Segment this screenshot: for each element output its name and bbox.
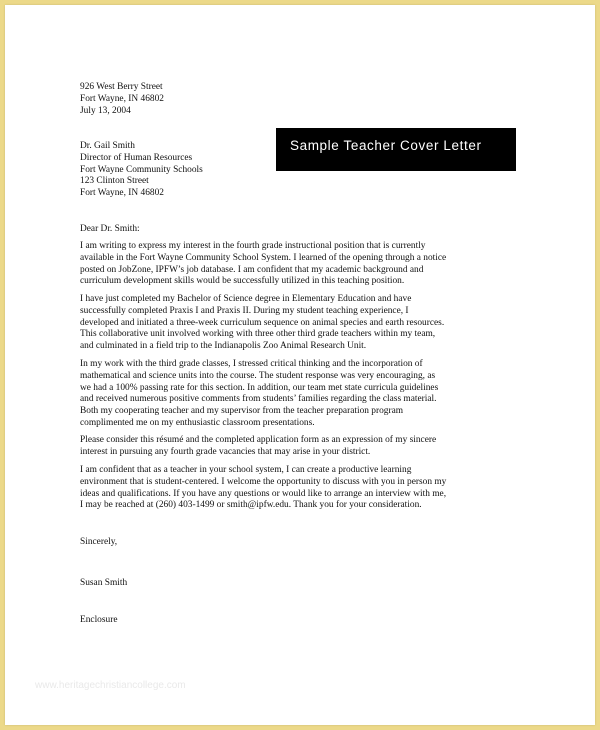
paragraph-line: I am writing to express my interest in the fourth grade instructional position that is currently xyxy=(80,241,426,251)
signature-name: Susan Smith xyxy=(80,578,128,588)
sender-line: July 13, 2004 xyxy=(80,105,131,116)
recipient-line: Fort Wayne Community Schools xyxy=(80,164,203,175)
sender-line: 926 West Berry Street xyxy=(80,82,163,92)
paragraph-line: I have just completed my Bachelor of Science degree in Elementary Education and have xyxy=(80,294,412,304)
title-banner xyxy=(276,128,516,171)
closing xyxy=(80,537,117,549)
paragraph-1 xyxy=(80,241,446,288)
paragraph-line: environment that is student-centered. I welcome the opportunity to discuss with you in person my xyxy=(80,476,447,487)
paragraph-line: In my work with the third grade classes, I stressed critical thinking and the incorporation of xyxy=(80,359,423,369)
paragraph-3 xyxy=(80,359,438,430)
recipient-line: Fort Wayne, IN 46802 xyxy=(80,188,164,199)
paragraph-line: This collaborative unit involved working with three other third grade teachers within my team, xyxy=(80,329,436,340)
paragraph-2 xyxy=(80,294,444,353)
paragraph-line: complimented me on my enthusiastic classroom presentations. xyxy=(80,417,315,428)
paragraph-line: posted on JobZone, IPFW’s job database. I am confident that my academic background and xyxy=(80,264,424,275)
paragraph-line: Both my cooperating teacher and my supervisor from the teacher preparation program xyxy=(80,406,404,417)
closing-text: Sincerely, xyxy=(80,537,118,547)
enclosure-text: Enclosure xyxy=(80,615,118,625)
salutation-text: Dear Dr. Smith: xyxy=(80,224,140,234)
letter-page xyxy=(5,5,595,725)
paragraph-line: I am confident that as a teacher in your school system, I can create a productive learning xyxy=(80,465,412,475)
paragraph-line: and culminated in a field trip to the Indianapolis Zoo Animal Research Unit. xyxy=(80,341,367,352)
recipient-line: Dr. Gail Smith xyxy=(80,141,135,151)
sender-address xyxy=(80,82,164,117)
paragraph-line: mathematical and science units into the course. The student response was very encouraging, as xyxy=(80,370,436,381)
paragraph-line: available in the Fort Wayne Community School System. I learned of the opening through a notice xyxy=(80,252,447,263)
recipient-address xyxy=(80,141,203,200)
paragraph-line: ideas and qualifications. If you have any questions or would like to arrange an interview with me, xyxy=(80,488,447,499)
paragraph-5 xyxy=(80,465,446,512)
sender-line: Fort Wayne, IN 46802 xyxy=(80,93,164,104)
salutation xyxy=(80,224,140,236)
paragraph-line: and received numerous positive comments from students’ families regarding the class material. xyxy=(80,394,437,405)
recipient-line: 123 Clinton Street xyxy=(80,176,149,187)
recipient-line: Director of Human Resources xyxy=(80,152,193,163)
banner-title: Sample Teacher Cover Letter xyxy=(290,138,482,153)
watermark: www.heritagechristiancollege.com xyxy=(35,680,186,691)
paragraph-line: we had a 100% passing rate for this section. In addition, our team met state curricula guidelines xyxy=(80,382,439,393)
paragraph-line: curriculum development skills would be successfully utilized in this teaching position. xyxy=(80,276,405,287)
paragraph-line: developed and initiated a three-week curriculum sequence on animal species and earth resources. xyxy=(80,317,445,328)
enclosure xyxy=(80,615,118,627)
paragraph-line: interest in pursuing any fourth grade vacancies that may arise in your district. xyxy=(80,446,371,457)
signature xyxy=(80,578,127,590)
paragraph-line: successfully completed Praxis I and Praxis II. During my student teaching experience, I xyxy=(80,305,409,316)
paragraph-line: Please consider this résumé and the completed application form as an expression of my sincere xyxy=(80,435,437,445)
paragraph-4 xyxy=(80,435,436,459)
paragraph-line: I may be reached at (260) 403-1499 or smith@ipfw.edu. Thank you for your consideration. xyxy=(80,500,422,511)
